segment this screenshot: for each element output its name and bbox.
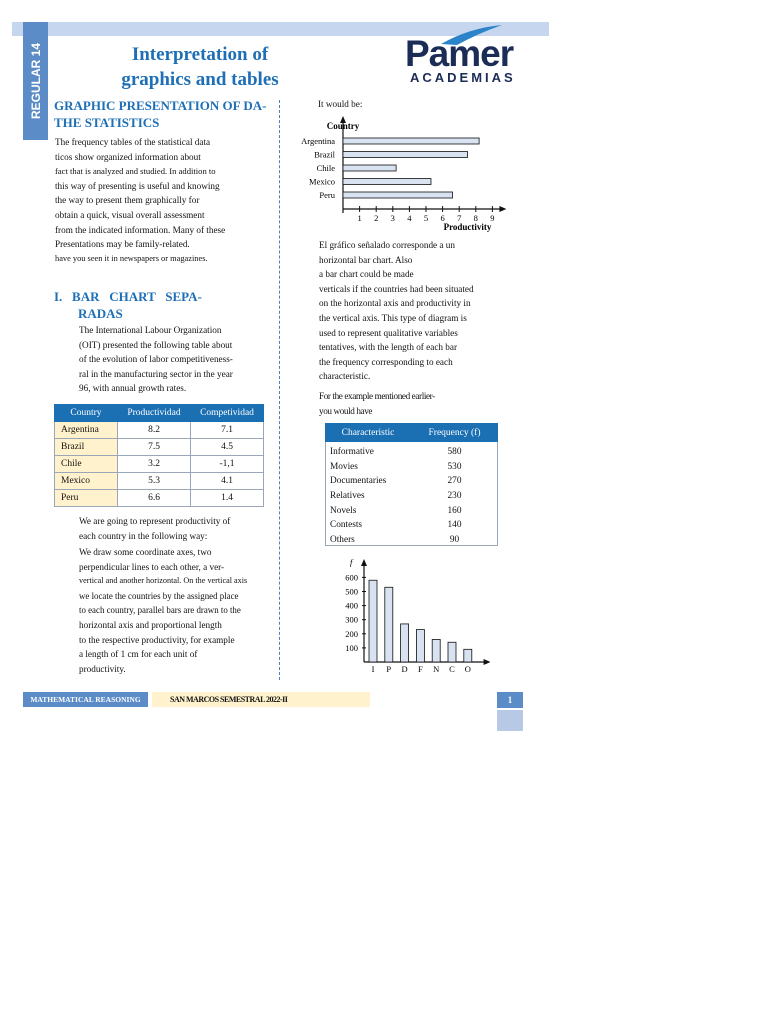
table-row: Chile 3.2 -1,1	[55, 456, 264, 473]
x-tick-label: 1	[357, 213, 362, 223]
x-axis-arrow	[499, 206, 506, 212]
x-tick-label: 6	[440, 213, 445, 223]
subsection-heading: I. BAR CHART SEPA- RADAS	[54, 289, 202, 321]
example-paragraph: For the example mentioned earlier- you would have	[319, 391, 435, 416]
category-label: Argentina	[301, 136, 335, 146]
category-label: Brazil	[314, 149, 335, 160]
footer-subject: MATHEMATICAL REASONING	[23, 692, 148, 707]
bar	[343, 165, 396, 171]
represent-paragraph: We are going to represent productivity of each country in the following way:	[79, 516, 231, 541]
side-tab: REGULAR 14	[23, 22, 48, 140]
bar	[432, 639, 440, 662]
bar	[448, 642, 456, 662]
x-tick-label: 2	[374, 213, 379, 223]
page-number: 1	[497, 692, 523, 708]
y-tick-label: 400	[345, 600, 358, 611]
category-label: Chile	[316, 163, 335, 173]
bar	[401, 624, 409, 662]
table-header: Country	[55, 405, 118, 422]
x-tick-label: 9	[490, 213, 495, 223]
bar	[416, 630, 424, 662]
table-row: Novels 160	[330, 505, 462, 516]
table-header: Competividad	[191, 405, 264, 422]
y-axis-label: f	[350, 557, 353, 567]
intro-paragraph: The frequency tables of the statistical data ticos show organized information about fact that is analyzed and studied. In addition to this way of presenting is useful and knowing the way to present them graphically for obtain a quick, visual overall assessment from the indicated information. Many of these Presentations may be family-related. have you seen it in newspapers or magazines.	[55, 137, 226, 263]
x-axis-arrow	[484, 659, 490, 665]
x-tick-label: 3	[390, 213, 395, 223]
page-title: Interpretation of graphics and tables	[121, 44, 279, 90]
productivity-table	[54, 404, 264, 507]
bar	[343, 192, 453, 198]
x-tick-label: 4	[407, 213, 412, 223]
table-row: Informative 580	[330, 447, 462, 458]
y-tick-label: 200	[345, 628, 358, 639]
table-row: Brazil 7.5 4.5	[55, 439, 264, 456]
category-label: I	[371, 664, 375, 674]
table-row: Argentina 8.2 7.1	[55, 422, 264, 439]
steps-paragraph: We draw some coordinate axes, two perpendicular lines to each other, a ver- vertical and another horizontal. On the vertical axis we locate the countries by the assigned place to each country, parallel bars are drawn to the horizontal axis and proportional length to the respective productivity, for example a length of 1 cm for each unit of productivity.	[79, 547, 248, 674]
table-row: Mexico 5.3 4.1	[55, 473, 264, 490]
table-header: Frequency (f)	[411, 423, 498, 442]
footer-block	[497, 710, 523, 731]
frequency-table	[325, 423, 498, 547]
category-label: P	[386, 664, 392, 674]
y-tick-label: 100	[345, 642, 358, 653]
x-tick-label: 5	[423, 213, 429, 223]
y-tick-label: 300	[345, 614, 358, 625]
it-would-be-text: It would be:	[318, 99, 363, 109]
category-label: Mexico	[309, 176, 335, 187]
table-header: Characteristic	[325, 423, 411, 442]
category-label: O	[464, 664, 471, 674]
category-label: N	[433, 664, 440, 674]
x-tick-label: 8	[473, 213, 478, 223]
bar	[464, 649, 472, 662]
horizontal-bar-chart	[286, 114, 516, 236]
bar	[343, 179, 431, 185]
bar	[385, 587, 393, 662]
pamer-logo: Pamer ACADEMIAS	[405, 24, 530, 90]
y-tick-label: 500	[345, 586, 358, 597]
bar	[343, 152, 468, 158]
x-tick-label: 7	[457, 213, 462, 223]
x-axis-label: Productivity	[443, 222, 492, 232]
column-divider	[279, 100, 280, 680]
section-heading: GRAPHIC PRESENTATION OF DA- THE STATISTICS	[54, 98, 267, 130]
table-row: Peru 6.6 1.4	[55, 490, 264, 507]
category-label: F	[418, 664, 423, 674]
y-axis-arrow	[361, 559, 367, 566]
oit-paragraph: The International Labour Organization (OIT) presented the following table about of the evolution of labor competitiveness- ral in the manufacturing sector in the year 96, with annual growth rates.	[79, 325, 233, 394]
table-header: Productividad	[118, 405, 191, 422]
chart-note-paragraph: El gráfico señalado corresponde a un horizontal bar chart. Also a bar chart could be made verticals if the countries had been situated on the horizontal axis and productivity in the vertical axis. This type of diagram is used to represent qualitative variables tentatives, with the length of each bar the frequency corresponding to each characteristic.	[319, 240, 474, 382]
category-label: C	[449, 664, 455, 674]
table-row: Movies 530	[330, 461, 462, 472]
table-row: Documentaries 270	[330, 476, 462, 487]
y-axis-label: Country	[326, 121, 360, 131]
footer-course: SAN MARCOS SEMESTRAL 2022-II	[152, 692, 370, 707]
y-tick-label: 600	[345, 572, 358, 583]
bar	[343, 138, 479, 144]
category-label: D	[401, 664, 408, 674]
category-label: Peru	[319, 190, 335, 200]
table-row: Relatives 230	[330, 491, 462, 502]
table-row: Contests 140	[330, 520, 462, 531]
bar	[369, 580, 377, 662]
vertical-bar-chart	[330, 556, 490, 678]
table-row: Others 90	[330, 534, 460, 545]
